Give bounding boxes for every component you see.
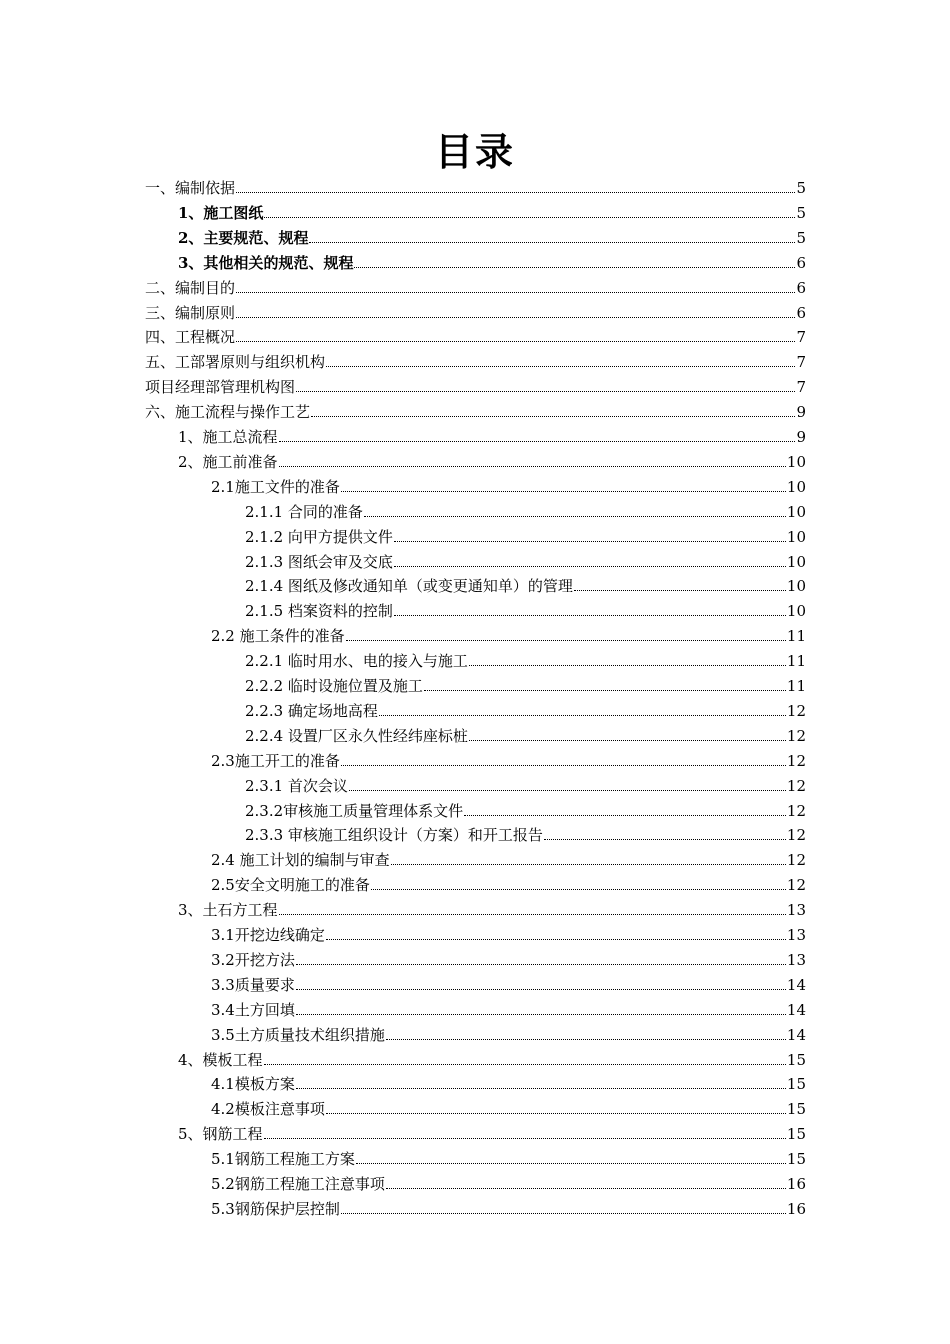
- toc-entry-label: 2.1.1 合同的准备: [245, 502, 363, 521]
- toc-entry[interactable]: [178, 199, 806, 223]
- toc-leader-dots: [386, 1038, 786, 1040]
- toc-entry-label: 5.1钢筋工程施工方案: [211, 1150, 355, 1169]
- toc-leader-dots: [326, 365, 795, 367]
- toc-leader-dots: [264, 216, 795, 218]
- toc-leader-dots: [341, 1212, 786, 1214]
- toc-entry-label: 3.5土方质量技术组织措施: [211, 1025, 385, 1044]
- toc-entry-label: 三、编制原则: [145, 303, 236, 322]
- toc-leader-dots: [394, 565, 786, 567]
- toc-entry-page-number: 6: [796, 253, 806, 272]
- toc-leader-dots: [326, 1112, 786, 1114]
- toc-leader-dots: [279, 465, 786, 467]
- toc-entry-label: 1、施工总流程: [178, 428, 278, 446]
- toc-entry[interactable]: [145, 174, 806, 198]
- toc-entry[interactable]: [211, 622, 806, 646]
- toc-entry[interactable]: [211, 971, 806, 995]
- toc-entry-page-number: 13: [786, 901, 806, 920]
- toc-entry-label: 二、编制目的: [145, 278, 236, 297]
- toc-entry-page-number: 5: [796, 203, 806, 222]
- toc-entry[interactable]: [245, 498, 806, 522]
- toc-entry[interactable]: [211, 1170, 806, 1194]
- toc-entry[interactable]: [178, 1120, 806, 1144]
- toc-entry-page-number: 12: [786, 851, 806, 870]
- toc-entry-label: 一、编制依据: [145, 179, 236, 197]
- toc-entry-page-number: 14: [786, 975, 806, 994]
- toc-leader-dots: [279, 913, 786, 915]
- toc-leader-dots: [296, 963, 786, 965]
- toc-entry-label: 项目经理部管理机构图: [145, 378, 296, 397]
- toc-entry-page-number: 12: [786, 826, 806, 845]
- toc-leader-dots: [296, 988, 786, 990]
- toc-leader-dots: [544, 838, 786, 840]
- toc-leader-dots: [346, 639, 786, 641]
- toc-leader-dots: [464, 814, 786, 816]
- toc-entry-page-number: 10: [786, 527, 806, 546]
- toc-entry-page-number: 16: [786, 1175, 806, 1193]
- toc-entry-page-number: 12: [786, 876, 806, 895]
- toc-entry-page-number: 11: [786, 677, 806, 695]
- toc-entry[interactable]: [245, 797, 806, 821]
- toc-leader-dots: [364, 515, 786, 517]
- toc-leader-dots: [279, 440, 796, 442]
- toc-entry-label: 3、其他相关的规范、规程: [178, 253, 354, 272]
- toc-entry[interactable]: [245, 548, 806, 572]
- page-title: 目录: [434, 129, 515, 174]
- toc-leader-dots: [236, 340, 795, 342]
- toc-entry-page-number: 11: [786, 652, 806, 671]
- toc-leader-dots: [394, 540, 786, 542]
- toc-entry[interactable]: [211, 996, 806, 1020]
- toc-entry[interactable]: [145, 398, 806, 422]
- toc-leader-dots: [309, 241, 795, 243]
- toc-leader-dots: [296, 1087, 786, 1089]
- toc-entry[interactable]: [178, 1046, 806, 1070]
- toc-entry-page-number: 14: [786, 1025, 806, 1044]
- toc-leader-dots: [236, 191, 795, 193]
- toc-entry-label: 2.2.3 确定场地高程: [245, 701, 378, 720]
- toc-entry-page-number: 15: [786, 1125, 806, 1144]
- toc-leader-dots: [391, 863, 786, 865]
- toc-leader-dots: [354, 266, 795, 268]
- toc-entry-page-number: 12: [786, 701, 806, 720]
- toc-leader-dots: [469, 739, 786, 741]
- toc-entry[interactable]: [211, 747, 806, 771]
- toc-entry-page-number: 9: [796, 428, 806, 446]
- toc-entry-page-number: 6: [796, 303, 806, 322]
- toc-entry[interactable]: [211, 1195, 806, 1219]
- toc-entry-label: 2.3.2审核施工质量管理体系文件: [245, 801, 464, 820]
- toc-entry[interactable]: [178, 448, 806, 472]
- toc-entry-page-number: 11: [786, 627, 806, 646]
- toc-entry-label: 2.1.2 向甲方提供文件: [245, 527, 393, 546]
- toc-entry-page-number: 14: [786, 1000, 806, 1019]
- toc-entry[interactable]: [245, 772, 806, 796]
- toc-entry-label: 2.2.2 临时设施位置及施工: [245, 677, 423, 695]
- toc-entry-page-number: 10: [786, 577, 806, 596]
- toc-entry[interactable]: [211, 473, 806, 497]
- toc-entry[interactable]: [178, 224, 806, 248]
- toc-entry-label: 4.1模板方案: [211, 1075, 295, 1094]
- toc-entry-label: 5.3钢筋保护层控制: [211, 1199, 340, 1218]
- toc-leader-dots: [349, 789, 786, 791]
- toc-entry-page-number: 15: [786, 1075, 806, 1094]
- toc-entry-page-number: 10: [786, 602, 806, 621]
- toc-entry-page-number: 5: [796, 228, 806, 247]
- toc-entry-label: 2.1施工文件的准备: [211, 477, 340, 496]
- toc-entry-page-number: 12: [786, 726, 806, 745]
- toc-entry-page-number: 12: [786, 801, 806, 820]
- toc-entry[interactable]: [245, 597, 806, 621]
- toc-leader-dots: [264, 1137, 786, 1139]
- toc-entry[interactable]: [178, 249, 806, 273]
- toc-entry[interactable]: [211, 1145, 806, 1169]
- toc-entry-page-number: 13: [786, 950, 806, 969]
- toc-leader-dots: [379, 714, 786, 716]
- toc-entry[interactable]: [145, 274, 806, 298]
- toc-leader-dots: [326, 938, 786, 940]
- toc-entry-page-number: 12: [786, 751, 806, 770]
- toc-entry-page-number: 13: [786, 926, 806, 944]
- toc-entry-page-number: 15: [786, 1150, 806, 1169]
- toc-entry-label: 2.2.1 临时用水、电的接入与施工: [245, 652, 468, 671]
- toc-entry-page-number: 5: [796, 179, 806, 197]
- toc-entry-label: 2.3.1 首次会议: [245, 776, 348, 795]
- toc-entry-label: 1、施工图纸: [178, 203, 264, 222]
- toc-entry[interactable]: [245, 647, 806, 671]
- toc-entry[interactable]: [211, 846, 806, 870]
- toc-entry[interactable]: [211, 871, 806, 895]
- toc-entry[interactable]: [245, 821, 806, 845]
- toc-entry[interactable]: [178, 896, 806, 920]
- toc-entry-page-number: 6: [796, 278, 806, 297]
- toc-entry-label: 2.2.4 设置厂区永久性经纬座标桩: [245, 726, 468, 745]
- toc-leader-dots: [296, 1013, 786, 1015]
- toc-entry[interactable]: [211, 946, 806, 970]
- toc-entry-label: 2.2 施工条件的准备: [211, 627, 345, 646]
- toc-entry-page-number: 7: [796, 328, 806, 347]
- toc-leader-dots: [341, 764, 786, 766]
- toc-entry-page-number: 10: [786, 452, 806, 471]
- toc-entry-page-number: 10: [786, 552, 806, 571]
- toc-leader-dots: [296, 390, 795, 392]
- toc-leader-dots: [574, 589, 786, 591]
- toc-entry-label: 4.2模板注意事项: [211, 1100, 325, 1119]
- toc-entry-label: 2.1.5 档案资料的控制: [245, 602, 393, 621]
- toc-entry-label: 2、主要规范、规程: [178, 228, 309, 247]
- toc-entry-page-number: 15: [786, 1050, 806, 1069]
- toc-entry-label: 3.3质量要求: [211, 975, 295, 994]
- toc-entry-page-number: 9: [796, 403, 806, 422]
- toc-entry[interactable]: [245, 672, 806, 696]
- toc-leader-dots: [264, 1063, 786, 1065]
- toc-entry-label: 5.2钢筋工程施工注意事项: [211, 1175, 385, 1193]
- toc-entry[interactable]: [178, 423, 806, 447]
- toc-entry-label: 2.5安全文明施工的准备: [211, 876, 370, 895]
- toc-leader-dots: [341, 490, 786, 492]
- toc-leader-dots: [371, 888, 786, 890]
- toc-entry-label: 3.4土方回填: [211, 1000, 295, 1019]
- toc-entry[interactable]: [145, 348, 806, 372]
- toc-entry-page-number: 15: [786, 1100, 806, 1119]
- toc-entry[interactable]: [145, 373, 806, 397]
- toc-leader-dots: [236, 291, 795, 293]
- toc-entry-page-number: 10: [786, 477, 806, 496]
- toc-leader-dots: [311, 415, 795, 417]
- toc-leader-dots: [236, 316, 795, 318]
- toc-entry-page-number: 7: [796, 378, 806, 397]
- toc-leader-dots: [356, 1162, 786, 1164]
- toc-entry[interactable]: [145, 299, 806, 323]
- toc-entry-label: 四、工程概况: [145, 328, 236, 347]
- toc-entry[interactable]: [211, 921, 806, 945]
- toc-entry-label: 六、施工流程与操作工艺: [145, 403, 311, 422]
- toc-entry-label: 2.3.3 审核施工组织设计（方案）和开工报告: [245, 826, 543, 845]
- toc-entry-label: 2.1.3 图纸会审及交底: [245, 552, 393, 571]
- toc-leader-dots: [394, 614, 786, 616]
- toc-leader-dots: [424, 689, 786, 691]
- toc-entry-label: 5、钢筋工程: [178, 1125, 263, 1144]
- toc-entry-label: 3.2开挖方法: [211, 950, 295, 969]
- toc-entry-label: 2.3施工开工的准备: [211, 751, 340, 770]
- toc-entry-label: 3.1开挖边线确定: [211, 926, 325, 944]
- toc-entry-page-number: 16: [786, 1199, 806, 1218]
- toc-entry[interactable]: [245, 697, 806, 721]
- toc-entry-page-number: 12: [786, 776, 806, 795]
- toc-entry-label: 2、施工前准备: [178, 452, 278, 471]
- toc-entry[interactable]: [211, 1095, 806, 1119]
- toc-entry[interactable]: [145, 323, 806, 347]
- toc-leader-dots: [469, 664, 786, 666]
- toc-entry[interactable]: [245, 722, 806, 746]
- toc-entry[interactable]: [211, 1070, 806, 1094]
- toc-entry-label: 2.4 施工计划的编制与审查: [211, 851, 390, 870]
- toc-entry[interactable]: [211, 1021, 806, 1045]
- toc-entry[interactable]: [245, 523, 806, 547]
- toc-entry[interactable]: [245, 572, 806, 596]
- toc-entry-page-number: 10: [786, 502, 806, 521]
- toc-leader-dots: [386, 1187, 786, 1189]
- toc-entry-label: 五、工部署原则与组织机构: [145, 353, 326, 372]
- toc-entry-page-number: 7: [796, 353, 806, 372]
- toc-entry-label: 2.1.4 图纸及修改通知单（或变更通知单）的管理: [245, 577, 573, 596]
- toc-entry-label: 3、土石方工程: [178, 901, 278, 920]
- toc-entry-label: 4、模板工程: [178, 1050, 263, 1069]
